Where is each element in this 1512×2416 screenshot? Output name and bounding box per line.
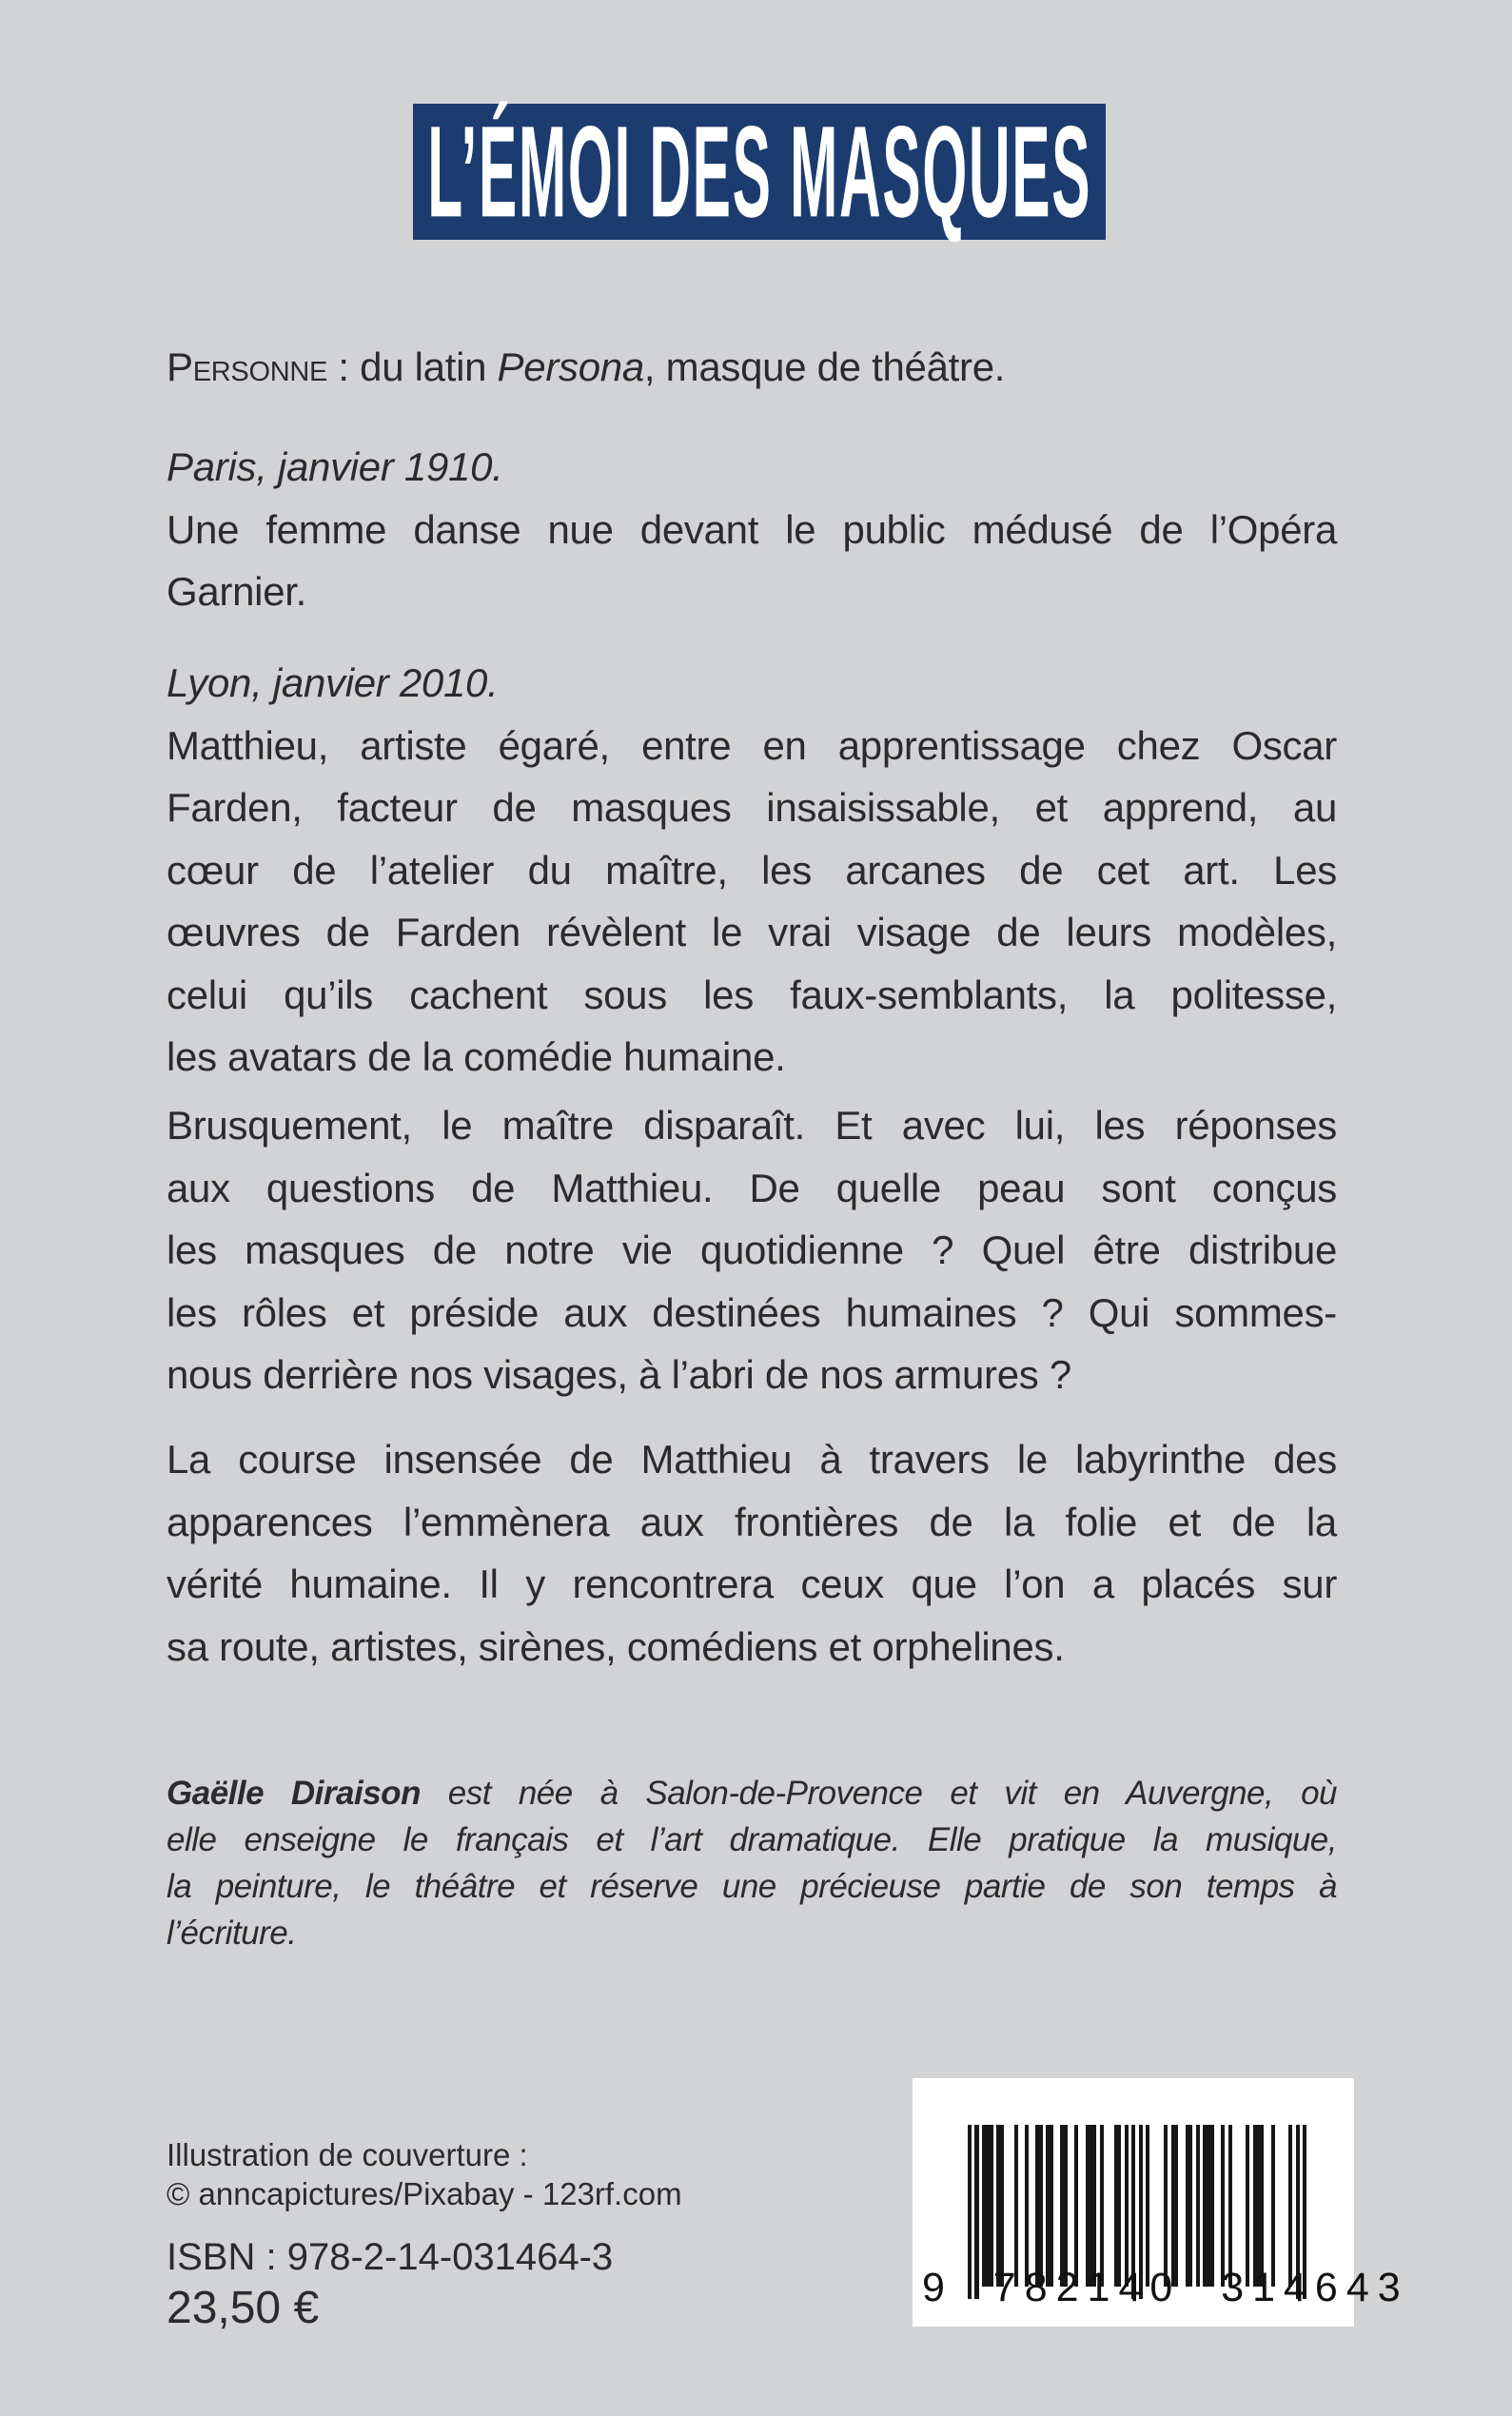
text-line: les masques de notre vie quotidienne ? Quel être distribue bbox=[167, 1228, 1337, 1272]
paragraph-lyon-2010 bbox=[167, 652, 1337, 1089]
text-line: © anncapictures/Pixabay - 123rf.com bbox=[167, 2176, 682, 2211]
paragraph-definition bbox=[167, 336, 1337, 399]
text-line: La course insensée de Matthieu à travers le labyrinthe des bbox=[167, 1437, 1337, 1482]
book-title: L’ÉMOI DES MASQUES bbox=[427, 98, 1091, 245]
barcode bbox=[913, 2078, 1409, 2327]
author-bio bbox=[167, 1770, 1337, 1956]
text-line: l’écriture. bbox=[167, 1915, 297, 1952]
text-line: Personne : du latin Persona, masque de théâtre. bbox=[167, 344, 1006, 389]
text-line: nous derrière nos visages, à l’abri de nos armures ? bbox=[167, 1352, 1071, 1397]
text-line: Garnier. bbox=[167, 569, 306, 614]
text-line: vérité humaine. Il y rencontrera ceux que l’on a placés sur bbox=[167, 1562, 1337, 1606]
text-line: apparences l’emmènera aux frontières de la folie et de la bbox=[167, 1499, 1337, 1544]
text-line: Paris, janvier 1910. bbox=[167, 444, 503, 489]
text-line: Farden, facteur de masques insaisissable, et apprend, au bbox=[167, 785, 1337, 830]
text-line: les rôles et préside aux destinées humaines ? Qui sommes- bbox=[167, 1289, 1337, 1335]
barcode-digits: 9 782140 314643 bbox=[922, 2265, 1409, 2310]
text-line: elle enseigne le français et l’art dramatique. Elle pratique la musique, bbox=[167, 1821, 1337, 1858]
text-line: cœur de l’atelier du maître, les arcanes de cet art. Les bbox=[167, 847, 1337, 893]
title-banner bbox=[413, 98, 1106, 245]
text-line: Une femme danse nue devant le public médusé de l’Opéra bbox=[167, 506, 1337, 552]
text-line: Lyon, janvier 2010. bbox=[167, 660, 499, 705]
text-line: Gaëlle Diraison est née à Salon-de-Provence et vit en Auvergne, où bbox=[167, 1775, 1337, 1812]
text-line: aux questions de Matthieu. De quelle peau sont conçus bbox=[167, 1165, 1337, 1210]
text-line: Brusquement, le maître disparaît. Et avec lui, les réponses bbox=[167, 1103, 1337, 1148]
price: 23,50 € bbox=[167, 2283, 320, 2333]
paragraph-brusquement bbox=[167, 1094, 1337, 1406]
isbn-number: ISBN : 978-2-14-031464-3 bbox=[167, 2236, 614, 2278]
paragraph-course bbox=[167, 1428, 1337, 1678]
text-line: œuvres de Farden révèlent le vrai visage de leurs modèles, bbox=[167, 910, 1337, 954]
text-line: Matthieu, artiste égaré, entre en apprentissage chez Oscar bbox=[167, 722, 1337, 768]
paragraph-paris-1910 bbox=[167, 436, 1337, 623]
text-line: la peinture, le théâtre et réserve une précieuse partie de son temps à bbox=[167, 1868, 1337, 1905]
text-line: sa route, artistes, sirènes, comédiens et orphelines. bbox=[167, 1623, 1065, 1669]
text-line: celui qu’ils cachent sous les faux-semblants, la politesse, bbox=[167, 972, 1337, 1017]
text-line: les avatars de la comédie humaine. bbox=[167, 1034, 786, 1079]
text-line: Illustration de couverture : bbox=[167, 2137, 528, 2172]
